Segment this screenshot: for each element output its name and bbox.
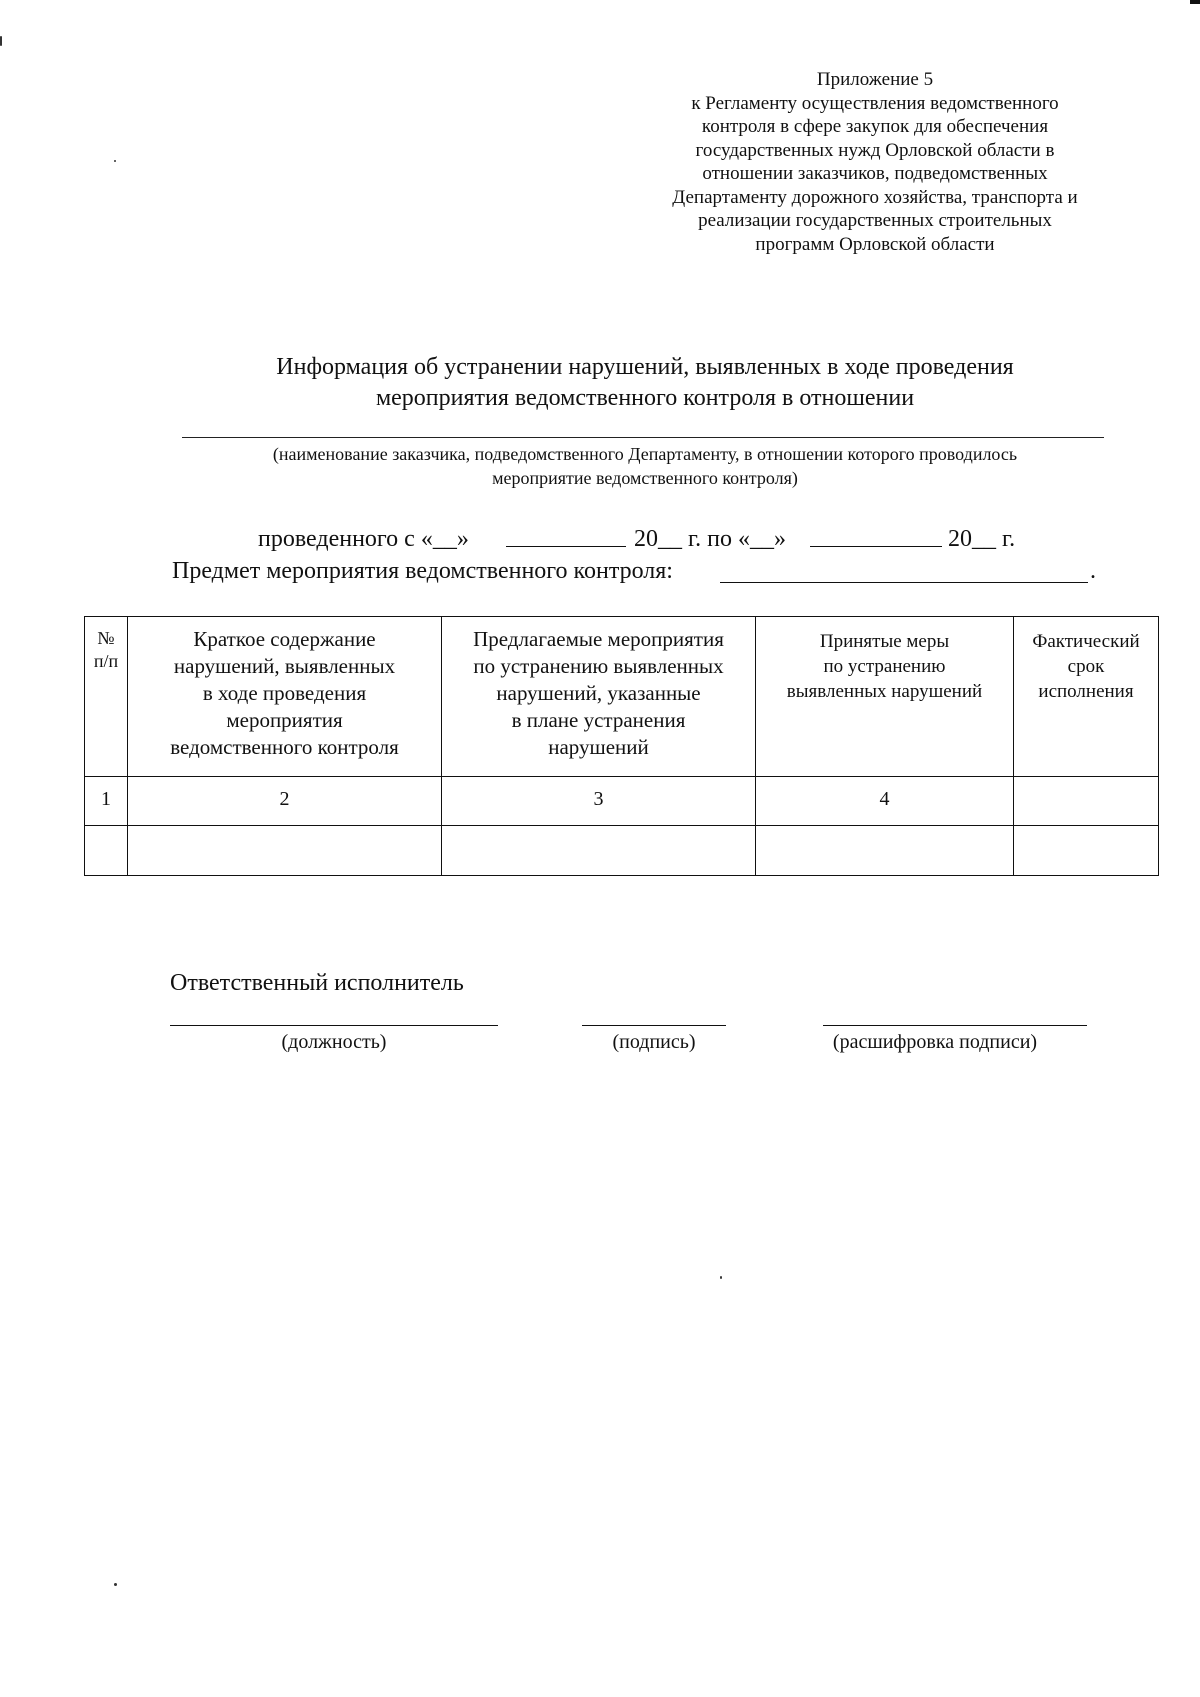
period-end-year: 20__ г.: [948, 526, 1016, 552]
index-cell: 4: [756, 777, 1014, 826]
header-proposed-measures: Предлагаемые мероприятия по устранению выявленных нарушений, указанные в плане устранения нарушений: [442, 617, 756, 777]
table-cell[interactable]: [756, 826, 1014, 876]
scan-speck: [0, 36, 2, 46]
responsible-executor-label: Ответственный исполнитель: [170, 970, 464, 996]
table-cell[interactable]: [85, 826, 128, 876]
title-line-1: Информация об устранении нарушений, выявленных в ходе проведения: [276, 354, 1014, 380]
annex-line: контроля в сфере закупок для обеспечения: [701, 116, 1049, 137]
caption-line-1: (наименование заказчика, подведомственного Департаменту, в отношении которого проводилось: [272, 444, 1018, 464]
header-actual-deadline: Фактический срок исполнения: [1014, 617, 1159, 777]
index-cell: 2: [128, 777, 442, 826]
caption-line-2: мероприятие ведомственного контроля): [492, 468, 798, 488]
scan-speck: [114, 160, 116, 162]
signature-caption: (подпись): [612, 1031, 696, 1053]
table-cell[interactable]: [442, 826, 756, 876]
table-row: [85, 826, 1159, 876]
annex-line: реализации государственных строительных: [698, 210, 1052, 231]
annex-line: Департаменту дорожного хозяйства, транспорта и: [672, 186, 1078, 208]
signature-decoding-line: [823, 1025, 1087, 1026]
customer-name-line: [182, 437, 1104, 438]
subject-blank-line: [720, 582, 1088, 583]
period-end-month-blank: [810, 524, 942, 547]
customer-name-caption: [150, 442, 1140, 490]
annex-line: государственных нужд Орловской области в: [695, 139, 1055, 161]
index-cell: 3: [442, 777, 756, 826]
period-start-label: проведенного с «__»: [258, 526, 469, 552]
index-cell: [1014, 777, 1159, 826]
title-line-2: мероприятия ведомственного контроля в отношении: [375, 385, 915, 411]
index-cell: 1: [85, 777, 128, 826]
subject-label: Предмет мероприятия ведомственного контроля:: [172, 558, 673, 584]
position-line: [170, 1025, 498, 1026]
table-index-row: [85, 777, 1159, 826]
signature-decoding-caption: (расшифровка подписи): [832, 1031, 1038, 1053]
header-taken-measures: Принятые меры по устранению выявленных нарушений: [756, 617, 1014, 777]
position-caption: (должность): [281, 1031, 387, 1053]
period-start-month-blank: [506, 524, 626, 547]
period-end-label: 20__ г. по «__»: [634, 526, 786, 552]
scan-speck: [114, 1583, 117, 1586]
signature-line: [582, 1025, 726, 1026]
scan-edge-mark: [1190, 0, 1200, 4]
annex-header: [630, 68, 1120, 256]
table-cell[interactable]: [128, 826, 442, 876]
scan-speck: [720, 1276, 722, 1279]
annex-line: отношении заказчиков, подведомственных: [702, 163, 1048, 184]
table-cell[interactable]: [1014, 826, 1159, 876]
annex-line: Приложение 5: [816, 69, 934, 90]
header-violations-summary: Краткое содержание нарушений, выявленных в ходе проведения мероприятия ведомственного контроля: [128, 617, 442, 777]
annex-line: к Регламенту осуществления ведомственного: [691, 92, 1059, 114]
annex-line: программ Орловской области: [755, 233, 995, 255]
header-number: № п/п: [85, 617, 128, 777]
document-title: [130, 352, 1160, 414]
table-header-row: [85, 617, 1159, 777]
subject-period: .: [1090, 558, 1096, 584]
violations-table: [84, 616, 1159, 876]
